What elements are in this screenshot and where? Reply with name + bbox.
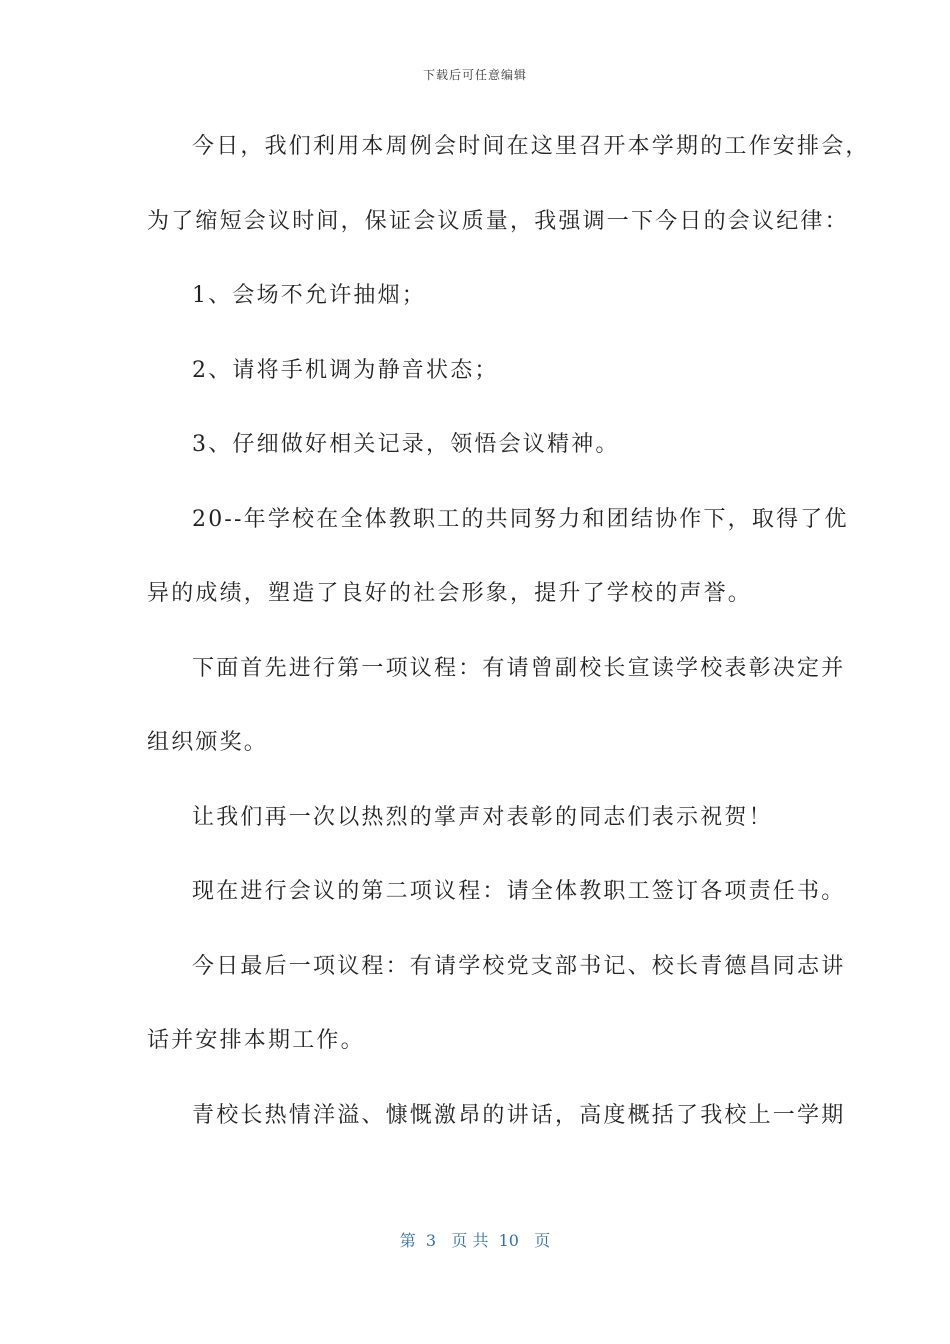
list-item: 2、请将手机调为静音状态； xyxy=(192,357,499,383)
header-note: 下载后可任意编辑 xyxy=(422,68,527,82)
paragraph-line: 今日最后一项议程：有请学校党支部书记、校长青德昌同志讲 xyxy=(192,953,846,979)
paragraph-line: 让我们再一次以热烈的掌声对表彰的同志们表示祝贺！ xyxy=(192,804,773,830)
paragraph-line: 现在进行会议的第二项议程：请全体教职工签订各项责任书。 xyxy=(192,879,846,904)
paragraph-line: 青校长热情洋溢、慷慨激昂的讲话，高度概括了我校上一学期 xyxy=(192,1102,846,1128)
list-item: 3、仔细做好相关记录，领悟会议精神。 xyxy=(192,432,620,457)
paragraph-line: 今日，我们利用本周例会时间在这里召开本学期的工作安排会， xyxy=(192,134,870,159)
paragraph-line: 为了缩短会议时间，保证会议质量，我强调一下今日的会议纪律： xyxy=(147,208,849,234)
document-body xyxy=(147,120,870,1163)
paragraph-line: 话并安排本期工作。 xyxy=(147,1028,365,1053)
paragraph-line: 异的成绩，塑造了良好的社会形象，提升了学校的声誉。 xyxy=(147,581,753,606)
paragraph-line: 下面首先进行第一项议程：有请曾副校长宣读学校表彰决定并 xyxy=(192,655,846,681)
page-number-footer: 第 3 页 共 10 页 xyxy=(399,1231,551,1250)
list-item: 1、会场不允许抽烟； xyxy=(192,283,426,308)
paragraph-line: 20--年学校在全体教职工的共同努力和团结协作下，取得了优 xyxy=(192,506,849,532)
paragraph-line: 组织颁奖。 xyxy=(147,730,269,755)
